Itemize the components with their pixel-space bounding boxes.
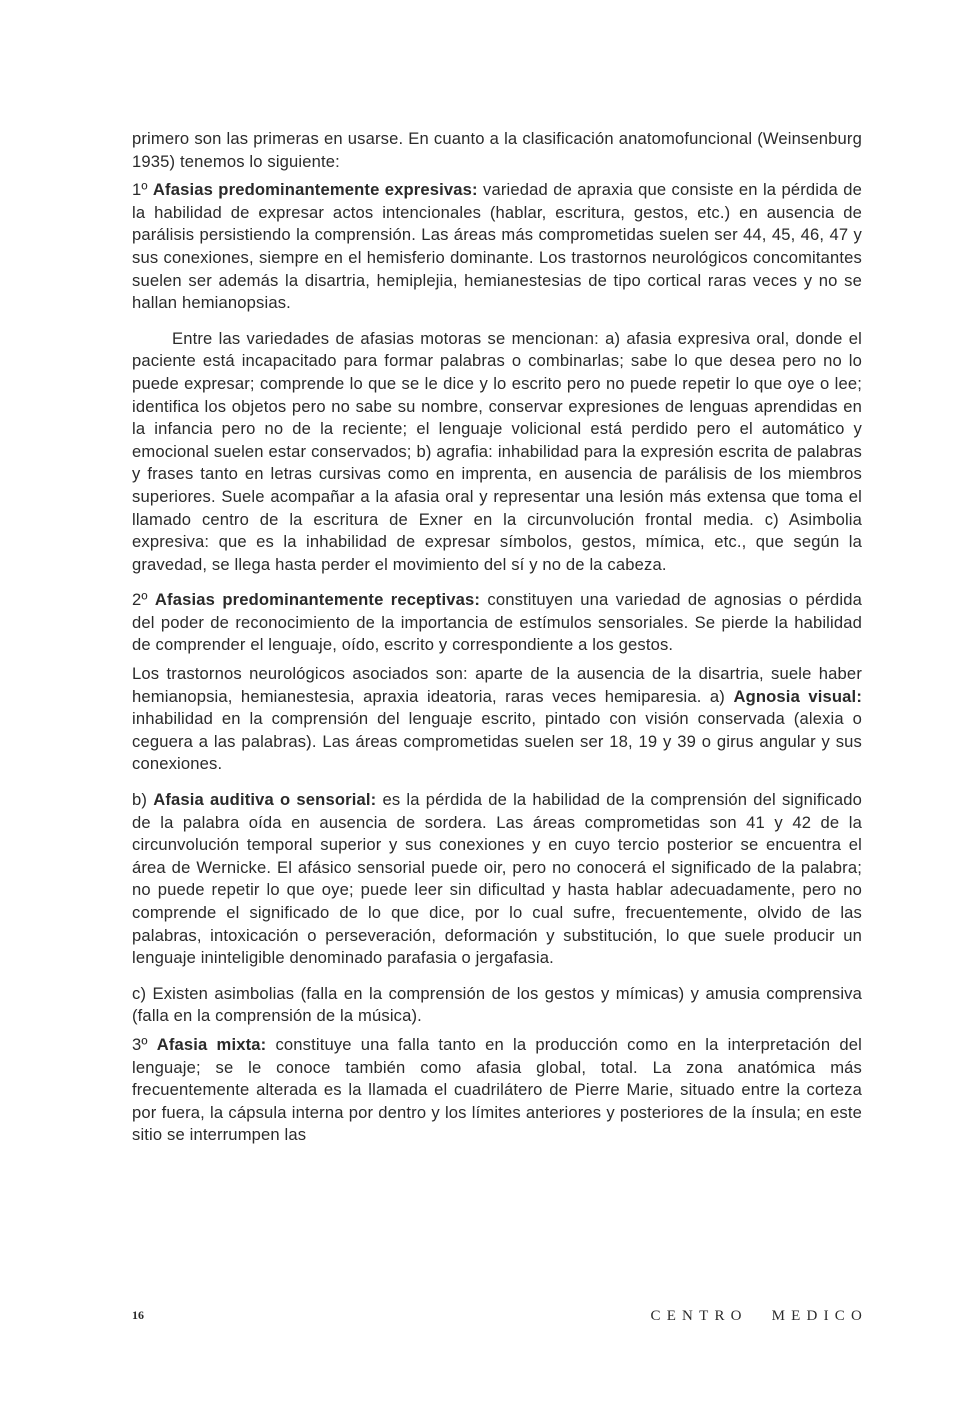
paragraph-lead: b) bbox=[132, 790, 148, 810]
paragraph-visual-agnosia bbox=[132, 663, 862, 776]
section-body: constituye una falla tanto en la producción como en la interpretación del lenguaje; se le conoce también como afasia global, total. La zona anatómica más frecuentemente alterada es la llamada el cuadrilátero de Pierre Marie, situado entre la corteza por fuera, la cápsula interna por dentro y los límites anteriores y posteriores de la ínsula; en este sitio se interrumpen las bbox=[132, 1034, 862, 1145]
body-text bbox=[132, 128, 862, 1160]
section-number: 3º bbox=[132, 1034, 148, 1054]
paragraph-expressive-aphasia bbox=[132, 179, 862, 315]
section-number: 1º bbox=[132, 180, 148, 200]
section-body: variedad de apraxia que consiste en la pérdida de la habilidad de expresar actos intencionales (hablar, escritura, gestos, etc.) en ausencia de parálisis persistiendo la comprensión. Las áreas más comprometidas suelen ser 44, 45, 46, 47 y sus conexiones, siempre en el hemisferio dominante. Los trastornos neurológicos concomitantes suelen ser además la disartria, hemiplejia, hemianestesias de tipo cortical raras veces y no se hallan hemianopsias. bbox=[132, 180, 862, 313]
section-heading: Afasia mixta: bbox=[156, 1034, 267, 1054]
paragraph-asymbolia: c) Existen asimbolias (falla en la comprensión de los gestos y mímicas) y amusia comprensiva (falla en la comprensión de la música). bbox=[132, 983, 862, 1026]
paragraph-mixed-aphasia bbox=[132, 1034, 862, 1147]
section-body: es la pérdida de la habilidad de la comprensión del significado de la palabra oída en ausencia de sordera. Las áreas comprometidas son 41 y 42 de la circunvolución temporal superior y sus conexiones y en cuyo tercio posterior se encuentra el área de Wernicke. El afásico sensorial puede oir, pero no conocerá el significado de la palabra; no puede repetir lo que oye; puede leer sin dificultad y hasta hablar adecuadamente, pero no comprende el significado de lo que dice, por lo cual sufre, frecuentemente, olvido de las palabras, intoxicación o perseveración, deformación y substitución, lo que suele producir un lenguaje ininteligible denominado parafasia o jergafasia. bbox=[132, 790, 863, 968]
section-number: 2º bbox=[132, 590, 148, 610]
paragraph-receptive-aphasia bbox=[132, 589, 862, 657]
page-number: 16 bbox=[132, 1308, 144, 1322]
paragraph-auditory-aphasia bbox=[132, 789, 862, 970]
paragraph-intro: primero son las primeras en usarse. En cuanto a la clasificación anatomofuncional (Weinsenburg 1935) tenemos lo siguiente: bbox=[132, 129, 862, 171]
page-footer bbox=[132, 1308, 868, 1330]
paragraph-motor-aphasia-varieties: Entre las variedades de afasias motoras se mencionan: a) afasia expresiva oral, donde el paciente está incapacitado para formar palabras o combinarlas; sabe lo que desea pero no lo puede expresar; comprende lo que se le dice y lo escrito pero no puede repetir lo que oye o lee; identifica los objetos pero no sabe su nombre, conservar expresiones de lenguas aprendidas en la infancia pero no de la reciente; el lenguaje volicional está perdido pero el automático y emocional suelen estar conservados; b) agrafia: inhabilidad para la expresión escrita de palabras y frases tanto en letras cursivas como en imprenta, en ausencia de parálisis de los miembros superiores. Suele acompañar a la afasia oral y representar una lesión más extensa que toma el llamado centro de la escritura de Exner en la circunvolución frontal media. c) Asimbolia expresiva: que es la inhabilidad de expresar símbolos, gestos, mímica, etc., que según la gravedad, se llega hasta perder el movimiento del sí y no de la cabeza. bbox=[132, 328, 862, 574]
section-heading: Agnosia visual: bbox=[733, 686, 862, 706]
section-heading: Afasia auditiva o sensorial: bbox=[153, 790, 377, 810]
section-body: inhabilidad en la comprensión del lenguaje escrito, pintado con visión conservada (alexia o ceguera a las palabras). Las áreas comprometidas suelen ser 18, 19 y 39 o girus angular y sus conexiones. bbox=[132, 709, 862, 774]
section-body: constituyen una variedad de agnosias o pérdida del poder de reconocimiento de la importancia de estímulos sensoriales. Se pierde la habilidad de comprender el lenguaje, oído, escrito y correspondiente a los gestos. bbox=[132, 590, 863, 655]
section-heading: Afasias predominantemente expresivas: bbox=[152, 180, 478, 200]
paragraph-lead: Los trastornos neurológicos asociados son: aparte de la ausencia de la disartria, suele haber hemianopsia, hemianestesia, apraxia ideatoria, raras veces hemiparesia. a) bbox=[132, 664, 862, 706]
journal-name: CENTRO MEDICO bbox=[650, 1308, 868, 1324]
section-heading: Afasias predominantemente receptivas: bbox=[154, 590, 481, 610]
